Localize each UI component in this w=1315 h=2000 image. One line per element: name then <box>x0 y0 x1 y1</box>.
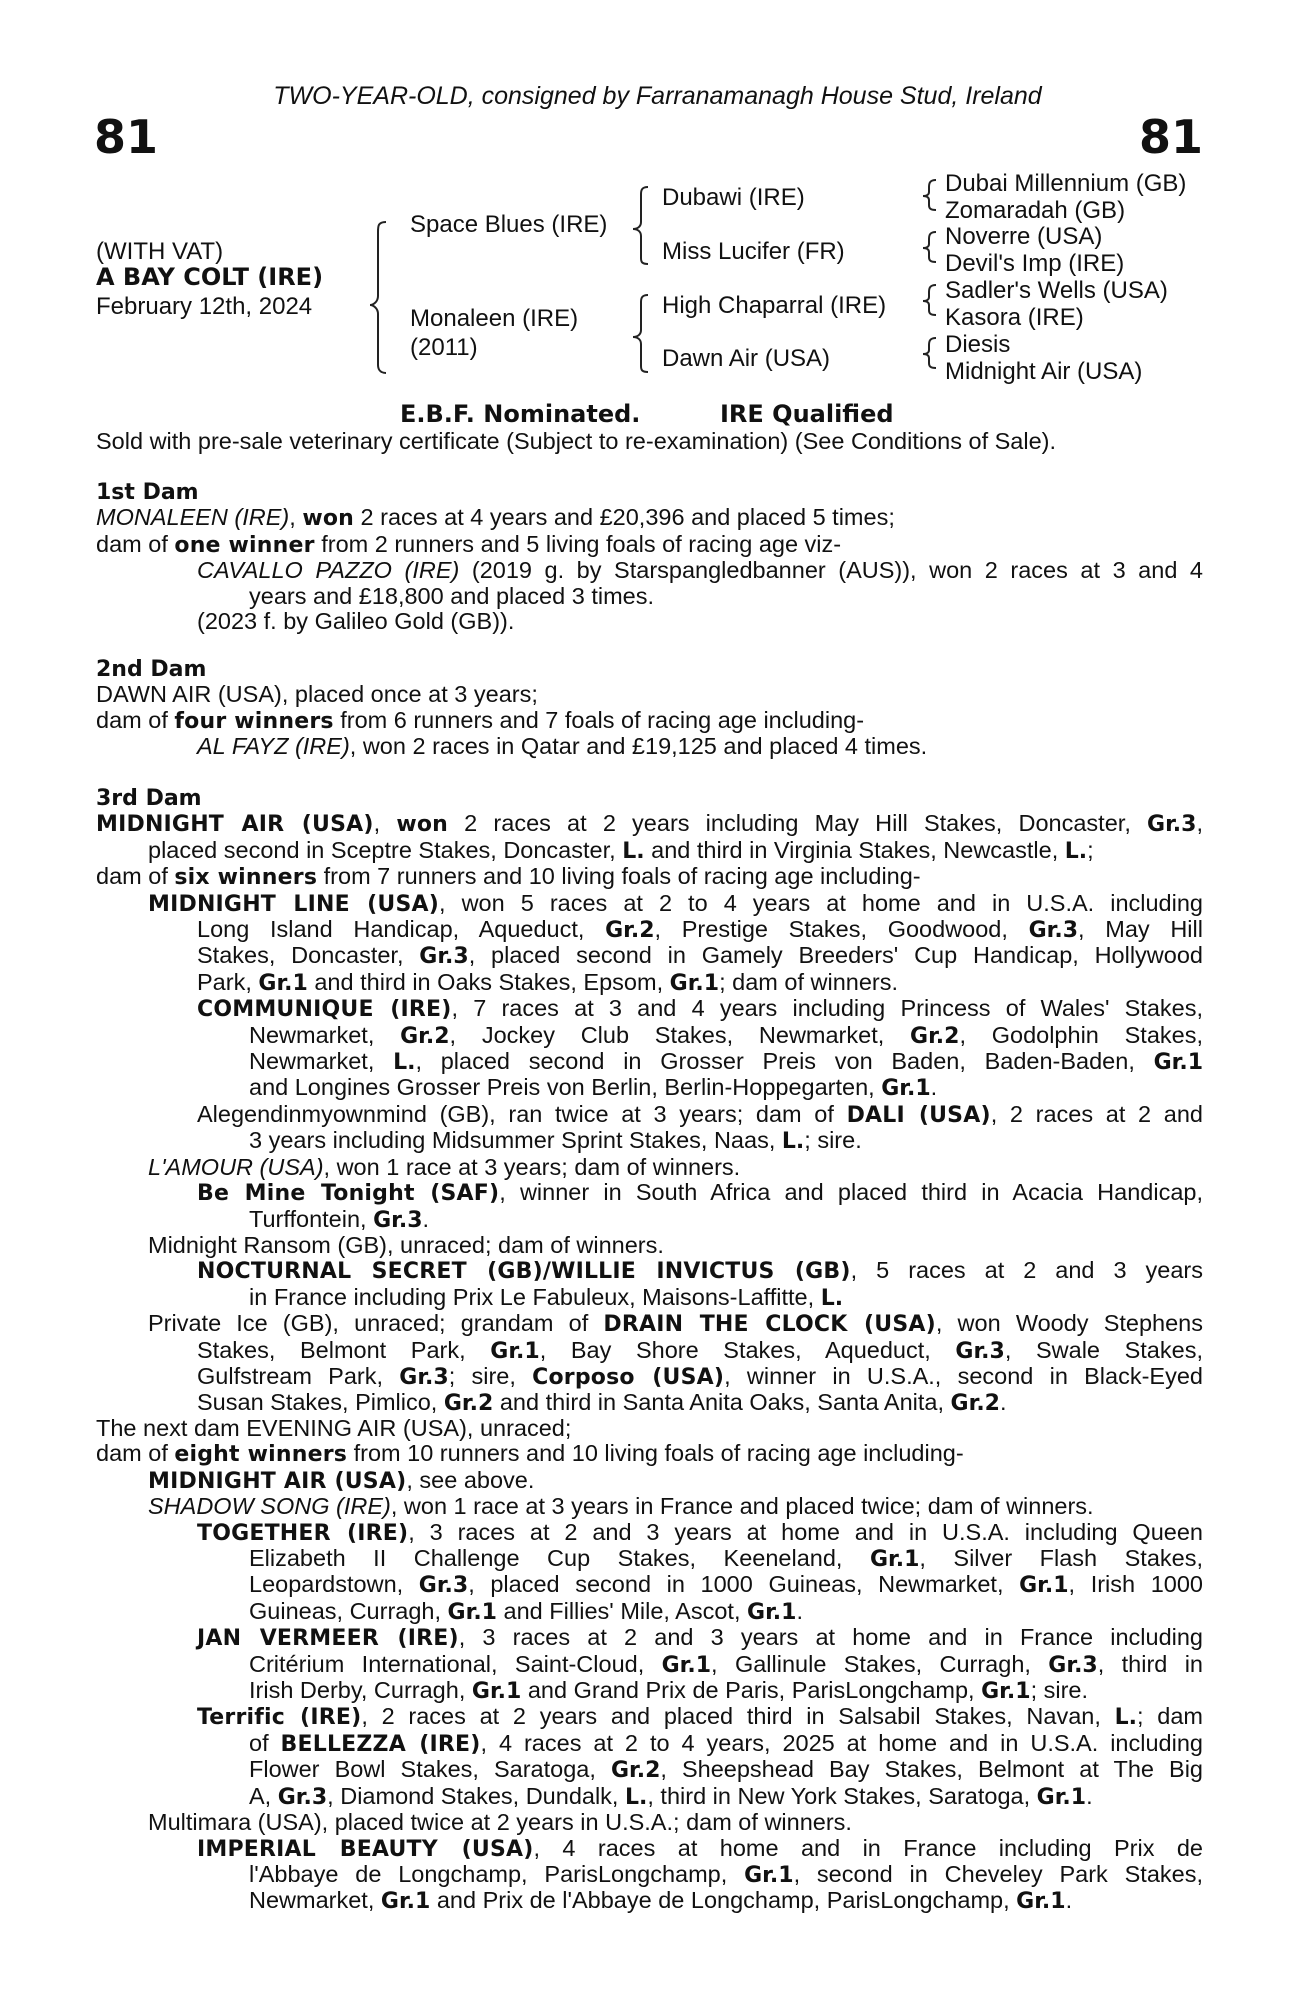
text: Alegendinmyownmind (GB), ran twice at 3 years; dam of <box>197 1100 847 1127</box>
text: Gr.1 <box>1036 1784 1087 1810</box>
text: Gulfstream Park, <box>197 1362 400 1389</box>
pedigree-g6: Kasora (IRE) <box>945 304 1084 331</box>
text: , third in New York Stakes, Saratoga, <box>647 1782 1037 1809</box>
text: Newmarket, <box>249 1887 381 1914</box>
pedigree-g3: Noverre (USA) <box>945 223 1103 250</box>
text: , second in Cheveley Park Stakes, <box>793 1860 1204 1887</box>
text: eight winners <box>174 1442 348 1468</box>
text: , Jockey Club Stakes, Newmarket, <box>449 1021 911 1048</box>
text: Corposo (USA) <box>532 1364 725 1390</box>
text: Gr.1 <box>744 1862 794 1888</box>
text: and third in Santa Anita Oaks, Santa Anita, <box>493 1389 951 1416</box>
text: Gr.1 <box>669 970 720 996</box>
second-dam-section <box>96 656 1203 760</box>
text: (2023 f. by Galileo Gold (GB)). <box>197 608 515 635</box>
text: , Bay Shore Stakes, Aqueduct, <box>539 1336 956 1363</box>
text: , May Hill <box>1078 916 1203 943</box>
text: The next dam EVENING AIR (USA), unraced; <box>96 1415 572 1441</box>
text: , placed second in Gamely Breeders' Cup Handicap, Hollywood <box>468 942 1203 969</box>
text: Turffontein, <box>249 1205 374 1232</box>
text: COMMUNIQUE (IRE) <box>197 997 452 1023</box>
text: , Diamond Stakes, Dundalk, <box>327 1782 625 1809</box>
text: l'Abbaye de Longchamp, ParisLongchamp, <box>249 1860 745 1887</box>
pedigree-dam-sire: High Chaparral (IRE) <box>662 292 887 319</box>
text: MIDNIGHT LINE (USA) <box>148 891 440 917</box>
text: Gr.1 <box>258 970 308 996</box>
text: Gr.3 <box>399 1364 449 1390</box>
text: Flower Bowl Stakes, Saratoga, <box>249 1756 611 1783</box>
text: , Godolphin Stakes, <box>959 1021 1203 1048</box>
foaling-date: February 12th, 2024 <box>96 293 313 320</box>
pedigree-sire: Space Blues (IRE) <box>410 211 608 238</box>
text: dam of <box>96 863 175 890</box>
text: Gr.2 <box>610 1758 661 1784</box>
text: DRAIN THE CLOCK (USA) <box>603 1312 936 1338</box>
text: one winner <box>174 532 315 558</box>
first-dam-section <box>96 479 1203 634</box>
text: ; dam <box>1137 1703 1203 1730</box>
text: Guineas, Curragh, <box>249 1597 448 1624</box>
vat-note: (WITH VAT) <box>96 238 224 265</box>
text: Gr.1 <box>1016 1889 1066 1915</box>
text: dam of <box>96 530 175 557</box>
horse-name: A BAY COLT (IRE) <box>96 263 324 291</box>
text: , <box>373 810 397 837</box>
text: Gr.1 <box>881 1076 931 1102</box>
text: , <box>1196 810 1203 837</box>
text: JAN VERMEER (IRE) <box>197 1626 459 1652</box>
text: , 2 races at 2 and <box>990 1100 1203 1127</box>
lot-number-left: 81 <box>94 110 159 164</box>
text: four winners <box>174 708 334 734</box>
offspring-name: CAVALLO PAZZO (IRE) <box>197 557 460 584</box>
first-dam-heading: 1st Dam <box>96 480 199 505</box>
text: six winners <box>174 865 318 891</box>
text: Gr.1 <box>1019 1573 1069 1599</box>
text: , Sheepshead Bay Stakes, Belmont at The Big <box>660 1756 1203 1783</box>
text: ; sire. <box>804 1127 862 1154</box>
text: , Silver Flash Stakes, <box>919 1545 1203 1572</box>
text: Terrific (IRE) <box>197 1705 362 1731</box>
text: Gr.3 <box>373 1207 423 1233</box>
pedigree-g5: Sadler's Wells (USA) <box>945 277 1168 304</box>
text: . <box>1086 1782 1093 1809</box>
text: Gr.1 <box>747 1599 797 1625</box>
text: of <box>249 1729 281 1756</box>
text: Gr.3 <box>1048 1652 1098 1678</box>
text: Gr.3 <box>419 944 469 970</box>
text: Gr.1 <box>471 1679 522 1705</box>
text: MIDNIGHT AIR (USA) <box>148 1468 407 1494</box>
text: , winner in South Africa and placed third in Acacia Handicap, <box>499 1179 1203 1206</box>
text: ; dam of winners. <box>719 968 899 995</box>
text: , won 1 race at 3 years; dam of winners. <box>323 1153 741 1180</box>
text: from 6 runners and 7 foals of racing age including- <box>333 706 865 733</box>
text: A, <box>249 1782 278 1809</box>
text: Gr.1 <box>981 1679 1031 1705</box>
text: placed second in Sceptre Stakes, Doncaster, <box>148 836 623 863</box>
text: L. <box>624 1784 648 1810</box>
pedigree-g1: Dubai Millennium (GB) <box>945 170 1187 197</box>
text: , Swale Stakes, <box>1004 1336 1203 1363</box>
text: L. <box>781 1129 805 1155</box>
text: Be Mine Tonight (SAF) <box>197 1181 500 1207</box>
text: DAWN AIR (USA), placed once at 3 years; <box>96 681 538 708</box>
ebf-note: E.B.F. Nominated. <box>400 400 641 428</box>
text: , 2 races at 2 years and placed third in Salsabil Stakes, Navan, <box>361 1703 1115 1730</box>
text: ; sire. <box>1030 1677 1089 1704</box>
text: Gr.1 <box>869 1547 920 1573</box>
text: Gr.3 <box>418 1573 469 1599</box>
text: , 4 races at home and in France including Prix de <box>533 1834 1203 1861</box>
text: , Prestige Stakes, Goodwood, <box>654 916 1029 943</box>
text: , won Woody Stephens <box>935 1310 1203 1337</box>
text: TOGETHER (IRE) <box>197 1520 409 1546</box>
text: Park, <box>197 968 259 995</box>
text: from 10 runners and 10 living foals of racing age including- <box>347 1440 964 1467</box>
text: Susan Stakes, Pimlico, <box>197 1389 444 1416</box>
text: Long Island Handicap, Aqueduct, <box>197 916 606 943</box>
text: SHADOW SONG (IRE) <box>148 1493 391 1520</box>
text: , 3 races at 2 and 3 years at home and in France including <box>458 1624 1203 1651</box>
pedigree-g2: Zomaradah (GB) <box>945 197 1126 224</box>
third-dam-heading: 3rd Dam <box>96 786 202 811</box>
text: BELLEZZA (IRE) <box>280 1731 481 1757</box>
pedigree-g4: Devil's Imp (IRE) <box>945 250 1125 277</box>
text: and Grand Prix de Paris, ParisLongchamp, <box>521 1677 982 1704</box>
text: won <box>302 506 355 532</box>
text: . <box>796 1597 803 1624</box>
next-dam-section <box>96 1416 1203 1915</box>
text: , 4 races at 2 to 4 years, 2025 at home and in U.S.A. including <box>480 1729 1203 1756</box>
text: , placed second in 1000 Guineas, Newmarket, <box>468 1571 1020 1598</box>
text: , won 5 races at 2 to 4 years at home and in U.S.A. including <box>439 889 1203 916</box>
text: Gr.3 <box>955 1338 1005 1364</box>
text: , placed second in Grosser Preis von Baden, Baden-Baden, <box>415 1048 1154 1075</box>
text: Gr.1 <box>490 1338 540 1364</box>
text: dam of <box>96 706 175 733</box>
lot-number-right: 81 <box>1138 110 1203 164</box>
pedigree-dam: Monaleen (IRE) <box>410 305 579 332</box>
text: Leopardstown, <box>249 1571 419 1598</box>
text: , Irish 1000 <box>1068 1571 1203 1598</box>
vet-note: Sold with pre-sale veterinary certificate (Subject to re-examination) (See Conditions of Sale). <box>96 428 1057 454</box>
text: , winner in U.S.A., second in Black-Eyed <box>724 1362 1203 1389</box>
text: . <box>1065 1887 1073 1914</box>
pedigree-g8: Midnight Air (USA) <box>945 358 1143 385</box>
text: 2 races at 4 years and £20,396 and placed 5 times; <box>354 504 895 531</box>
dam-name: MONALEEN (IRE) <box>96 504 290 531</box>
text: Gr.1 <box>447 1599 497 1625</box>
text: 2 races at 2 years including May Hill Stakes, Doncaster, <box>448 810 1148 837</box>
text: Gr.2 <box>443 1391 494 1417</box>
text: . <box>422 1205 430 1232</box>
text: Gr.2 <box>950 1391 1000 1417</box>
text: won <box>396 812 449 838</box>
text: , 5 races at 2 and 3 years <box>850 1257 1203 1284</box>
text: , won 2 races in Qatar and £19,125 and placed 4 times. <box>349 733 928 760</box>
text: Midnight Ransom (GB), unraced; dam of winners. <box>148 1231 664 1258</box>
second-dam-heading: 2nd Dam <box>96 657 207 682</box>
page-subtitle: TWO-YEAR-OLD, consigned by Farranamanagh House Stud, Ireland <box>273 82 1042 110</box>
text: and Fillies' Mile, Ascot, <box>496 1597 748 1624</box>
text: , see above. <box>406 1466 535 1493</box>
text: Multimara (USA), placed twice at 2 years in U.S.A.; dam of winners. <box>148 1809 852 1836</box>
text: L. <box>1114 1705 1138 1731</box>
text: ; <box>1087 836 1094 863</box>
text: Elizabeth II Challenge Cup Stakes, Keeneland, <box>249 1545 870 1572</box>
text: , <box>289 504 303 531</box>
text: and third in Oaks Stakes, Epsom, <box>307 968 670 995</box>
text: Stakes, Doncaster, <box>197 942 420 969</box>
third-dam-section <box>96 785 1203 1417</box>
text: L. <box>820 1285 844 1311</box>
text: Critérium International, Saint-Cloud, <box>249 1650 662 1677</box>
offspring-name: AL FAYZ (IRE) <box>197 733 350 760</box>
pedigree-dam-year: (2011) <box>410 334 478 361</box>
text: . <box>999 1389 1007 1416</box>
text: L. <box>622 838 645 864</box>
text: Gr.2 <box>910 1023 960 1049</box>
text: Gr.2 <box>400 1023 450 1049</box>
pedigree-sire-dam: Miss Lucifer (FR) <box>662 238 845 265</box>
ire-note: IRE Qualified <box>720 400 894 428</box>
text: IMPERIAL BEAUTY (USA) <box>197 1836 534 1862</box>
text: Newmarket, <box>249 1048 394 1075</box>
text: Gr.1 <box>661 1652 712 1678</box>
text: and Prix de l'Abbaye de Longchamp, ParisLongchamp, <box>430 1887 1017 1914</box>
text: Private Ice (GB), unraced; grandam of <box>148 1310 604 1337</box>
pedigree-dam-dam: Dawn Air (USA) <box>662 345 831 372</box>
text: , Gallinule Stakes, Curragh, <box>711 1650 1049 1677</box>
text: Gr.2 <box>605 918 655 944</box>
pedigree-sire-sire: Dubawi (IRE) <box>662 184 805 211</box>
pedigree-g7: Diesis <box>945 331 1011 358</box>
text: years and £18,800 and placed 3 times. <box>249 582 654 609</box>
text: . <box>930 1074 938 1101</box>
text: L. <box>1064 838 1088 864</box>
text: DALI (USA) <box>846 1102 991 1128</box>
text: Gr.3 <box>1028 918 1079 944</box>
text: Gr.1 <box>1153 1050 1204 1076</box>
text: and third in Virginia Stakes, Newcastle, <box>644 836 1065 863</box>
text: from 2 runners and 5 living foals of racing age viz- <box>314 530 842 557</box>
text: Irish Derby, Curragh, <box>249 1677 472 1704</box>
text: , 7 races at 3 and 4 years including Princess of Wales' Stakes, <box>451 995 1204 1022</box>
text: L'AMOUR (USA) <box>148 1153 324 1180</box>
text: , 3 races at 2 and 3 years at home and in U.S.A. including Queen <box>408 1518 1203 1545</box>
text: (2019 g. by Starspangledbanner (AUS)), won 2 races at 3 and 4 <box>459 557 1204 584</box>
text: , won 1 race at 3 years in France and placed twice; dam of winners. <box>390 1493 1094 1520</box>
text: 3 years including Midsummer Sprint Stakes, Naas, <box>249 1127 782 1154</box>
text: in France including Prix Le Fabuleux, Maisons-Laffitte, <box>249 1283 821 1310</box>
text: MIDNIGHT AIR (USA) <box>96 812 374 838</box>
text: from 7 runners and 10 living foals of racing age including- <box>317 863 921 890</box>
text: NOCTURNAL SECRET (GB)/WILLIE INVICTUS (GB) <box>197 1259 851 1285</box>
text: ; sire, <box>448 1362 533 1389</box>
text: Gr.3 <box>1147 812 1197 838</box>
text: Gr.3 <box>277 1784 328 1810</box>
text: , third in <box>1097 1650 1204 1677</box>
text: and Longines Grosser Preis von Berlin, Berlin-Hoppegarten, <box>249 1074 882 1101</box>
text: Stakes, Belmont Park, <box>197 1336 491 1363</box>
text: L. <box>393 1050 416 1076</box>
text: dam of <box>96 1440 175 1467</box>
text: Newmarket, <box>249 1021 401 1048</box>
text: Gr.1 <box>380 1889 431 1915</box>
